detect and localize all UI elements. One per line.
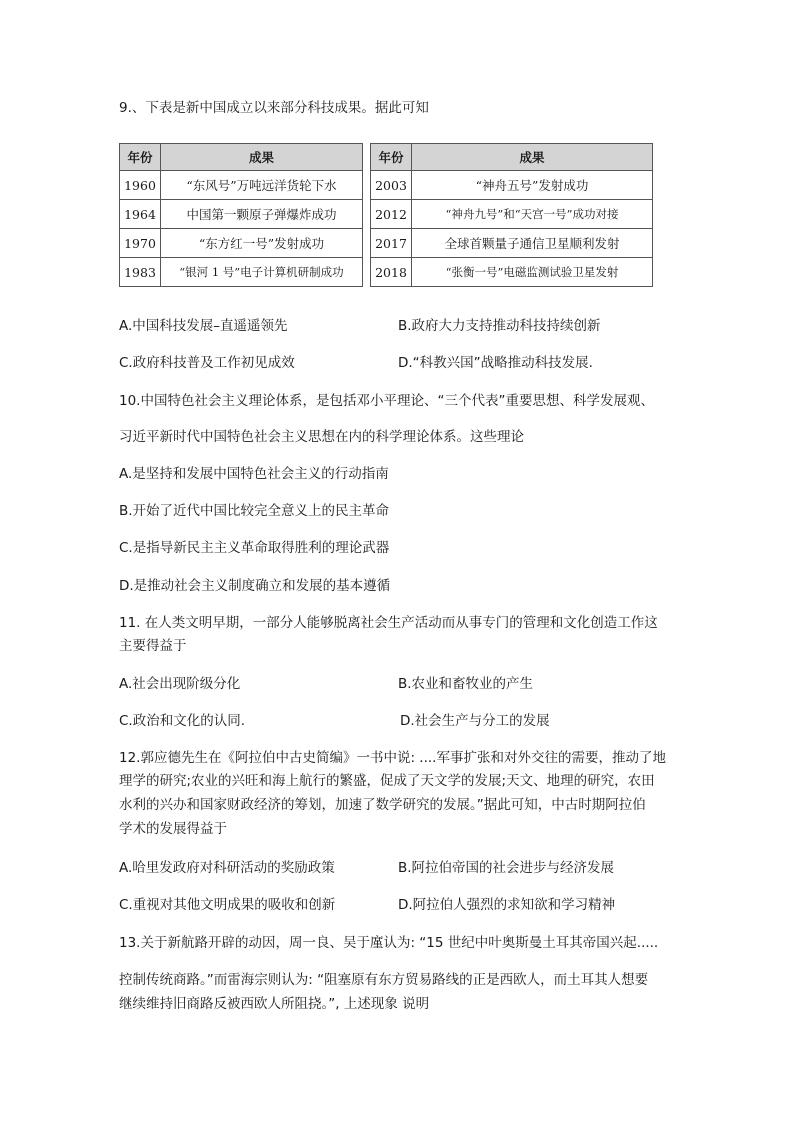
q13-stem-line2: 控制传统商路。”而雷海宗则认为: “阻塞原有东方贸易路线的正是西欧人，而土耳其人想要 (119, 972, 649, 988)
q11-option-d[interactable]: D.社会生产与分工的发展 (400, 713, 550, 729)
table-header-achievement: 成果 (412, 144, 653, 171)
q9-option-d[interactable]: D.“科教兴国”战略推动科技发展. (398, 355, 593, 371)
table-cell-achievement: 全球首颗量子通信卫星顺利发射 (412, 229, 653, 258)
table-header-achievement: 成果 (161, 144, 363, 171)
q12-stem-line3: 水利的兴办和国家财政经济的筹划，加速了数学研究的发展。”据此可知，中古时期阿拉伯 (119, 797, 646, 813)
q10-option-b[interactable]: B.开始了近代中国比较完全意义上的民主革命 (119, 503, 390, 519)
table-row (371, 171, 653, 200)
table-cell-year: 1960 (120, 171, 161, 200)
achievements-table-left (119, 143, 363, 287)
table-row (371, 200, 653, 229)
table-cell-achievement: “银河 1 号”电子计算机研制成功 (161, 258, 363, 287)
table-cell-year: 2018 (371, 258, 412, 287)
q9-option-b[interactable]: B.政府大力支持推动科技持续创新 (398, 318, 601, 334)
table-row (120, 258, 363, 287)
table-row (371, 229, 653, 258)
q12-option-b[interactable]: B.阿拉伯帝国的社会进步与经济发展 (398, 860, 615, 876)
q9-option-a[interactable]: A.中国科技发展–直遥遥领先 (119, 318, 288, 334)
q11-option-c[interactable]: C.政治和文化的认同. (119, 713, 246, 729)
q10-stem-line1: 10.中国特色社会主义理论体系，是包括邓小平理论、“三个代表”重要思想、科学发展观、 (119, 393, 654, 409)
table-cell-year: 1983 (120, 258, 161, 287)
q10-option-d[interactable]: D.是推动社会主义制度确立和发展的基本遵循 (119, 578, 391, 594)
q11-option-a[interactable]: A.社会出现阶级分化 (119, 676, 241, 692)
table-cell-year: 1964 (120, 200, 161, 229)
q11-stem-line2: 主要得益于 (119, 638, 187, 654)
table-header-year: 年份 (371, 144, 412, 171)
q12-stem-line4: 学术的发展得益于 (119, 821, 227, 837)
table-cell-year: 2012 (371, 200, 412, 229)
table-row (120, 200, 363, 229)
table-header-year: 年份 (120, 144, 161, 171)
table-row (371, 258, 653, 287)
q12-option-d[interactable]: D.阿拉伯人强烈的求知欲和学习精神 (398, 897, 616, 913)
table-cell-achievement: “神舟九号”和“天宫一号”成功对接 (412, 200, 653, 229)
q9-option-c[interactable]: C.政府科技普及工作初见成效 (119, 355, 295, 371)
q12-stem-line2: 理学的研究;农业的兴旺和海上航行的繁盛，促成了天文学的发展;天文、地理的研究，农田 (119, 773, 655, 789)
table-cell-achievement: “张衡一号”电磁监测试验卫星发射 (412, 258, 653, 287)
q12-option-c[interactable]: C.重视对其他文明成果的吸收和创新 (119, 897, 336, 913)
q9-stem: 9.、下表是新中国成立以来部分科技成果。据此可知 (119, 100, 429, 116)
q13-stem-line1: 13.关于新航路开辟的动因，周一良、吴于廑认为: “15 世纪中叶奥斯曼土耳其帝国兴起..... (119, 935, 659, 951)
achievements-table-right (370, 143, 653, 287)
q10-option-a[interactable]: A.是坚持和发展中国特色社会主义的行动指南 (119, 466, 389, 482)
q10-stem-line2: 习近平新时代中国特色社会主义思想在内的科学理论体系。这些理论 (119, 429, 524, 445)
table-row (120, 229, 363, 258)
q12-option-a[interactable]: A.哈里发政府对科研活动的奖励政策 (119, 860, 335, 876)
table-row (120, 171, 363, 200)
table-cell-achievement: “神舟五号”发射成功 (412, 171, 653, 200)
q12-stem-line1: 12.郭应德先生在《阿拉伯中古史简编》一书中说: ....军事扩张和对外交往的需要，推动了地 (119, 750, 666, 766)
table-cell-achievement: “东风号”万吨远洋货轮下水 (161, 171, 363, 200)
q10-option-c[interactable]: C.是指导新民主主义革命取得胜利的理论武器 (119, 540, 390, 556)
table-cell-achievement: “东方红一号”发射成功 (161, 229, 363, 258)
q13-stem-line3: 继续维持旧商路反被西欧人所阻挠。”, 上述现象 说明 (119, 996, 430, 1012)
q11-option-b[interactable]: B.农业和畜牧业的产生 (398, 676, 534, 692)
table-cell-year: 1970 (120, 229, 161, 258)
table-cell-year: 2017 (371, 229, 412, 258)
table-cell-year: 2003 (371, 171, 412, 200)
table-cell-achievement: 中国第一颗原子弹爆炸成功 (161, 200, 363, 229)
q11-stem-line1: 11. 在人类文明早期，一部分人能够脱离社会生产活动而从事专门的管理和文化创造工作这 (119, 615, 658, 631)
